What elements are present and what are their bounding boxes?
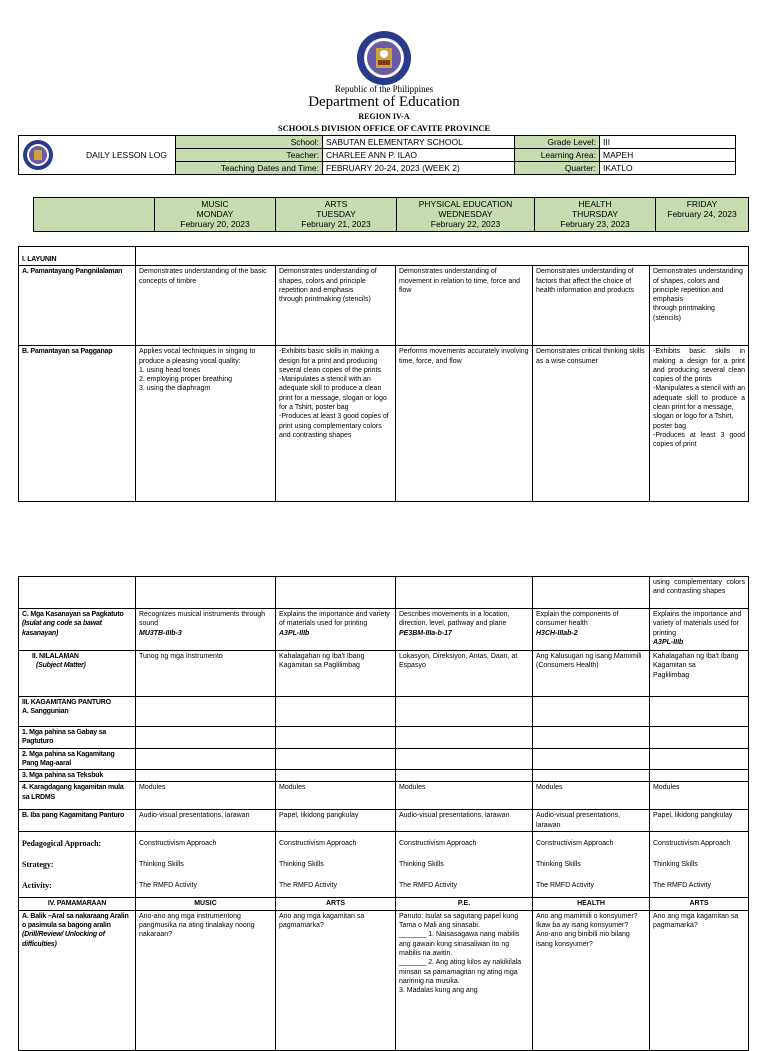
daily-lesson-log-title: DAILY LESSON LOG bbox=[86, 149, 167, 160]
teacher-value: CHARLEE ANN P. ILAO bbox=[323, 149, 515, 162]
materials-cell: Audio-visual presentations, larawan bbox=[396, 810, 533, 832]
content-standard-cell: Demonstrates understanding of shapes, colors and principle repetition and emphasis through printmaking (stencils) bbox=[650, 266, 749, 346]
subject-matter-cell: Kahalagahan ng Iba't Ibang Kagamitan sa Paglilimbag bbox=[276, 651, 396, 697]
area-label: Learning Area: bbox=[515, 149, 600, 162]
quarter-label: Quarter: bbox=[515, 162, 600, 175]
approach-labels: Pedagogical Approach: Strategy: Activity: bbox=[19, 832, 136, 898]
materials-cell: Audio-visual presentations, larawan bbox=[136, 810, 276, 832]
day-header-wednesday: PHYSICAL EDUCATION WEDNESDAY February 22, 2023 bbox=[397, 198, 535, 232]
balik-aral-label: A. Balik –Aral sa nakaraang Aralin o pasimula sa bagong aralin (Drill/Review/ Unlocking of difficulties) bbox=[19, 910, 136, 1050]
day-header-thursday: HEALTH THURSDAY February 23, 2023 bbox=[535, 198, 656, 232]
competency-cell: Recognizes musical instruments through sound MU3TB-IIIb-3 bbox=[136, 609, 276, 651]
nilalaman-label: II. NILALAMAN (Subject Matter) bbox=[19, 651, 136, 697]
lrdms-label: 4. Karagdagang kagamitan mula sa LRDMS bbox=[19, 782, 136, 810]
kagamitang-mag-aaral-label: 2. Mga pahina sa Kagamitang Pang Mag-aaral bbox=[19, 748, 136, 770]
grade-label: Grade Level: bbox=[515, 136, 600, 149]
day-header-blank bbox=[34, 198, 155, 232]
modules-cell: Modules bbox=[650, 782, 749, 810]
gabay-label: 1. Mga pahina sa Gabay sa Pagtuturo bbox=[19, 727, 136, 749]
subject-matter-cell: Lokasyon, Direksiyon, Antas, Daan, at Espasyo bbox=[396, 651, 533, 697]
procedure-subject-header: ARTS bbox=[276, 898, 396, 910]
quarter-value: IKATLO bbox=[600, 162, 736, 175]
competency-cell: Explain the components of consumer health H3CH-IIIab-2 bbox=[533, 609, 650, 651]
content-standard-cell: Demonstrates understanding of the basic concepts of timbre bbox=[136, 266, 276, 346]
procedure-subject-header: P.E. bbox=[396, 898, 533, 910]
performance-standard-cell: -Exhibits basic skills in making a design for a print and producing several clean copies of the prints -Manipulates a stencil with an adequate skill to produce a clean print for a message, slogan or logo for a Tshirt, poster bag -Produces at least 3 good copies of print bbox=[650, 346, 749, 502]
deped-seal-logo bbox=[356, 30, 412, 86]
kasanayan-label: C. Mga Kasanayan sa Pagkatuto (Isulat ang code sa bawat kasanayan) bbox=[19, 609, 136, 651]
performance-standard-cell: -Exhibits basic skills in making a design for a print and producing several clean copies of the prints -Manipulates a stencil with an adequate skill to produce a clean print for a message, slogan or logo for a Tshirt, poster bag -Produces at least 3 good copies of print using complementary colors and contrasting shapes bbox=[276, 346, 396, 502]
subject-matter-cell: Tunog ng mga Instrumento bbox=[136, 651, 276, 697]
region-line: REGION IV-A bbox=[358, 112, 410, 121]
school-value: SABUTAN ELEMENTARY SCHOOL bbox=[323, 136, 515, 149]
competency-cell: Explains the importance and variety of materials used for printing A3PL-IIIb bbox=[650, 609, 749, 651]
area-value: MAPEH bbox=[600, 149, 736, 162]
approach-cell: Constructivism Approach Thinking Skills The RMFD Activity bbox=[650, 832, 749, 898]
procedure-subject-header: HEALTH bbox=[533, 898, 650, 910]
procedure-subject-header: ARTS bbox=[650, 898, 749, 910]
modules-cell: Modules bbox=[396, 782, 533, 810]
procedure-subject-header: MUSIC bbox=[136, 898, 276, 910]
approach-cell: Constructivism Approach Thinking Skills The RMFD Activity bbox=[136, 832, 276, 898]
modules-cell: Modules bbox=[276, 782, 396, 810]
review-cell: Ano-ano ang mga instrumentong pangmusika na ating tinalakay noong nakaraan? bbox=[136, 910, 276, 1050]
school-info-table bbox=[18, 135, 736, 175]
competency-cell: Describes movements in a location, direction, level, pathway and plane PE3BM-IIIa-b-17 bbox=[396, 609, 533, 651]
competency-cell: Explains the importance and variety of materials used for printing A3PL-IIIb bbox=[276, 609, 396, 651]
pamamaraan-label: IV. PAMAMARAAN bbox=[19, 898, 136, 910]
review-cell: Ano ang mga kagamitan sa pagmamarka? bbox=[276, 910, 396, 1050]
division-line: SCHOOLS DIVISION OFFICE OF CAVITE PROVINCE bbox=[277, 123, 491, 133]
republic-line: Republic of the Philippines bbox=[334, 84, 434, 94]
objectives-table bbox=[18, 246, 749, 502]
review-cell: Ano ang mga kagamitan sa pagmamarka? bbox=[650, 910, 749, 1050]
department-title: Department of Education bbox=[308, 94, 460, 110]
approach-cell: Constructivism Approach Thinking Skills The RMFD Activity bbox=[276, 832, 396, 898]
dates-label: Teaching Dates and Time: bbox=[176, 162, 323, 175]
modules-cell: Modules bbox=[136, 782, 276, 810]
review-cell: Ano ang mamimili o konsyumer? Ikaw ba ay isang konsyumer? Ano-ano ang binibili mo bilang isang konsyumer? bbox=[533, 910, 650, 1050]
day-header-monday: MUSIC MONDAY February 20, 2023 bbox=[155, 198, 276, 232]
teacher-label: Teacher: bbox=[176, 149, 323, 162]
materials-cell: Papel, likidong pangkulay bbox=[650, 810, 749, 832]
performance-standard-cell: Applies vocal techniques in singing to produce a pleasing vocal quality: 1. using head tones 2. employing proper breathing 3. using the diaphragm bbox=[136, 346, 276, 502]
teksbuk-label: 3. Mga pahina sa Teksbuk bbox=[19, 770, 136, 782]
subject-matter-cell: Ang Kalusugan ng isang Mamimili (Consumers Health) bbox=[533, 651, 650, 697]
day-header-friday: FRIDAY February 24, 2023 bbox=[656, 198, 749, 232]
pamantayang-pangnilalaman-label: A. Pamantayang Pangnilalaman bbox=[19, 266, 136, 346]
day-header-table bbox=[33, 197, 749, 232]
continuation-cell: using complementary colors and contrasting shapes bbox=[650, 577, 749, 609]
kagamitang-panturo-label: III. KAGAMITANG PANTURO A. Sanggunian bbox=[19, 697, 136, 727]
modules-cell: Modules bbox=[533, 782, 650, 810]
materials-cell: Audio-visual presentations, larawan bbox=[533, 810, 650, 832]
pamantayan-sa-pagganap-label: B. Pamantayan sa Pagganap bbox=[19, 346, 136, 502]
approach-cell: Constructivism Approach Thinking Skills The RMFD Activity bbox=[396, 832, 533, 898]
performance-standard-cell: Performs movements accurately involving time, force, and flow bbox=[396, 346, 533, 502]
content-standard-cell: Demonstrates understanding of factors that affect the choice of health information and products bbox=[533, 266, 650, 346]
grade-value: III bbox=[600, 136, 736, 149]
content-standard-cell: Demonstrates understanding of movement in relation to time, force and flow bbox=[396, 266, 533, 346]
iba-pang-kagamitan-label: B. Iba pang Kagamitang Panturo bbox=[19, 810, 136, 832]
review-cell: Panuto: Isulat sa sagutang papel kung Tama o Mali ang sinasabi. _______ 1. Naisasagawa nang mabilis ang gawain kung sinasaliwan ito ng mabilis na awitin. _______ 2. Ang ating kilos ay nakikilala minsan sa pamamagitan ng ating mga naririnig na musika. 3. Madalas kung ang ang bbox=[396, 910, 533, 1050]
subject-matter-cell: Kahalagahan ng Iba't Ibang Kagamitan sa Paglilimbag bbox=[650, 651, 749, 697]
performance-standard-cell: Demonstrates critical thinking skills as a wise consumer bbox=[533, 346, 650, 502]
dates-value: FEBRUARY 20-24, 2023 (WEEK 2) bbox=[323, 162, 515, 175]
school-label: School: bbox=[176, 136, 323, 149]
layunin-label: I. LAYUNIN bbox=[19, 247, 136, 266]
day-header-tuesday: ARTS TUESDAY February 21, 2023 bbox=[276, 198, 397, 232]
content-standard-cell: Demonstrates understanding of shapes, colors and principle repetition and emphasis through printmaking (stencils) bbox=[276, 266, 396, 346]
approach-cell: Constructivism Approach Thinking Skills The RMFD Activity bbox=[533, 832, 650, 898]
materials-cell: Papel, likidong pangkulay bbox=[276, 810, 396, 832]
lesson-procedure-table bbox=[18, 576, 749, 1051]
